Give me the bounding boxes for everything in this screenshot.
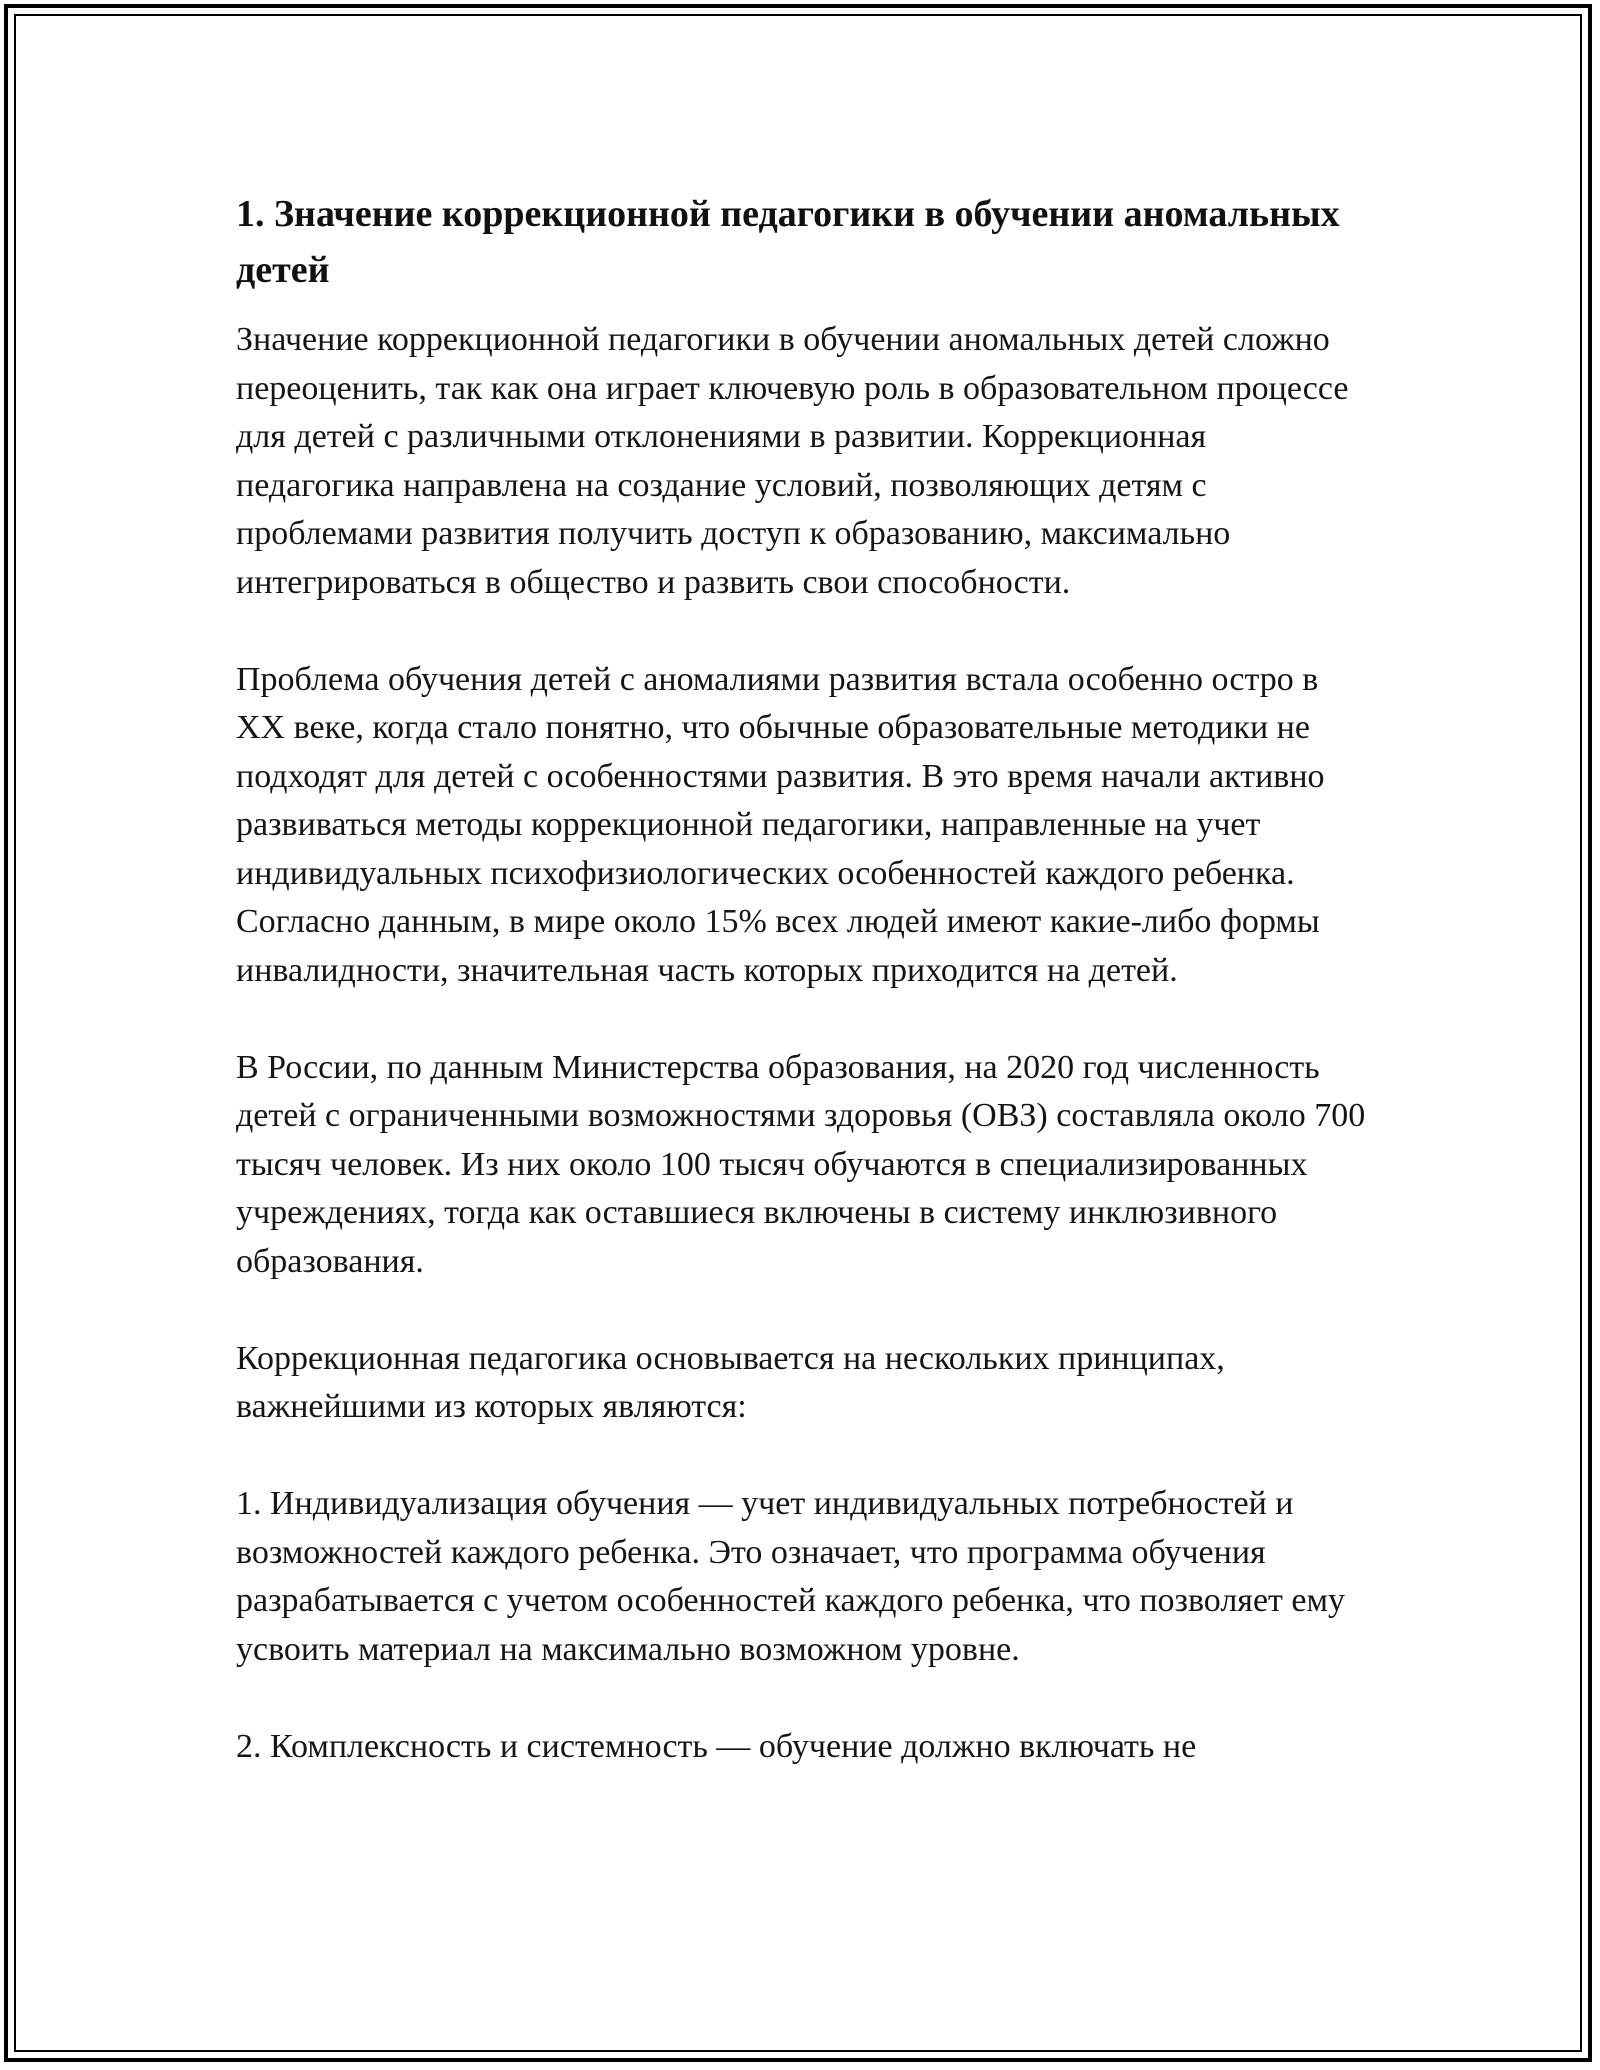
paragraph-principles-intro: Коррекционная педагогика основывается на нескольких принципах, важнейшими из которых являются: (236, 1339, 1225, 1425)
paragraph-intro: Значение коррекционной педагогики в обучении аномальных детей сложно переоценить, так как она играет ключевую роль в образовательном процессе для детей с различными отклонениями в развитии. Коррекционная педагогика направлена на создание условий, позволяющих детям с проблемами развития получить доступ к образованию, максимально интегрироваться в общество и развить свои способности. (236, 321, 1349, 601)
paragraph-russia-statistics: В России, по данным Министерства образования, на 2020 год численность детей с ограниченными возможностями здоровья (ОВЗ) составляла около 700 тысяч человек. Из них около 100 тысяч обучаются в специализированных учреждениях, тогда как оставшиеся включены в систему инклюзивного образования. (236, 1048, 1366, 1280)
section-title: 1. Значение коррекционной педагогики в обучении аномальных детей (236, 193, 1340, 291)
list-item-principle-1: 1. Индивидуализация обучения — учет индивидуальных потребностей и возможностей каждого ребенка. Это означает, что программа обучения разрабатывается с учетом особенностей каждого ребенка, что позволяет ему усвоить материал на максимально возможном уровне. (236, 1485, 1346, 1668)
document-page (236, 186, 1372, 1771)
list-item-principle-2: 2. Комплексность и системность — обучение должно включать не (236, 1727, 1197, 1765)
paragraph-history: Проблема обучения детей с аномалиями развития встала особенно остро в XX веке, когда стало понятно, что обычные образовательные методики не подходят для детей с особенностями развития. В это время начали активно развиваться методы коррекционной педагогики, направленные на учет индивидуальных психофизиологических особенностей каждого ребенка. Согласно данным, в мире около 15% всех людей имеют какие-либо формы инвалидности, значительная часть которых приходится на детей. (236, 660, 1325, 989)
